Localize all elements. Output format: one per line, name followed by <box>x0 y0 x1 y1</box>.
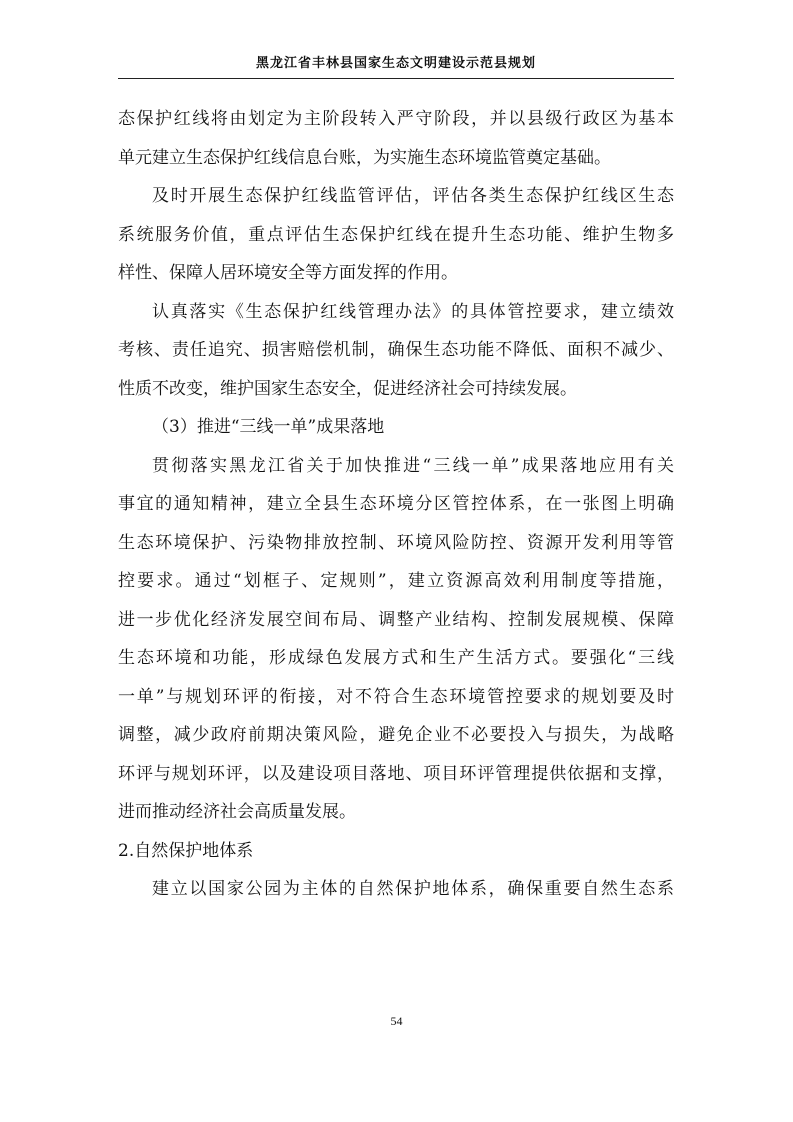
body-line: 一单”与规划环评的衔接，对不符合生态环境管控要求的规划要及时 <box>118 686 674 707</box>
section-heading: 2.自然保护地体系 <box>118 840 254 861</box>
body-line: 环评与规划环评，以及建设项目落地、项目环评管理提供依据和支撑， <box>118 763 674 784</box>
body-line: 进而推动经济社会高质量发展。 <box>118 802 356 822</box>
body-line: 态保护红线将由划定为主阶段转入严守阶段，并以县级行政区为基本 <box>118 109 674 129</box>
section-heading: （3）推进“三线一单”成果落地 <box>152 417 385 437</box>
body-line: 贯彻落实黑龙江省关于加快推进“三线一单”成果落地应用有关 <box>152 455 674 476</box>
body-line: 控要求。通过“划框子、定规则”，建立资源高效利用制度等措施， <box>118 571 674 591</box>
body-line: 及时开展生态保护红线监管评估，评估各类生态保护红线区生态 <box>152 186 674 206</box>
document-body <box>118 100 674 909</box>
body-line: 考核、责任追究、损害赔偿机制，确保生态功能不降低、面积不减少、 <box>118 340 674 360</box>
body-line: 进一步优化经济发展空间布局、调整产业结构、控制发展规模、保障 <box>118 609 674 630</box>
body-line: 样性、保障人居环境安全等方面发挥的作用。 <box>118 263 458 283</box>
body-line: 系统服务价值，重点评估生态保护红线在提升生态功能、维护生物多 <box>118 224 674 245</box>
body-line: 认真落实《生态保护红线管理办法》的具体管控要求，建立绩效 <box>152 301 674 322</box>
header-divider <box>118 78 674 79</box>
body-line: 调整，减少政府前期决策风险，避免企业不必要投入与损失，为战略 <box>118 725 674 745</box>
body-line: 事宜的通知精神，建立全县生态环境分区管控体系，在一张图上明确 <box>118 494 674 514</box>
body-line: 单元建立生态保护红线信息台账，为实施生态环境监管奠定基础。 <box>118 147 611 168</box>
body-line: 生态环境保护、污染物排放控制、环境风险防控、资源开发利用等管 <box>118 532 674 553</box>
body-line: 生态环境和功能，形成绿色发展方式和生产生活方式。要强化“三线 <box>118 648 674 668</box>
page-number: 54 <box>390 1014 403 1028</box>
body-line: 性质不改变，维护国家生态安全，促进经济社会可持续发展。 <box>118 378 577 399</box>
body-line: 建立以国家公园为主体的自然保护地体系，确保重要自然生态系 <box>152 879 674 899</box>
page-header-title: 黑龙江省丰林县国家生态文明建设示范县规划 <box>255 56 536 71</box>
